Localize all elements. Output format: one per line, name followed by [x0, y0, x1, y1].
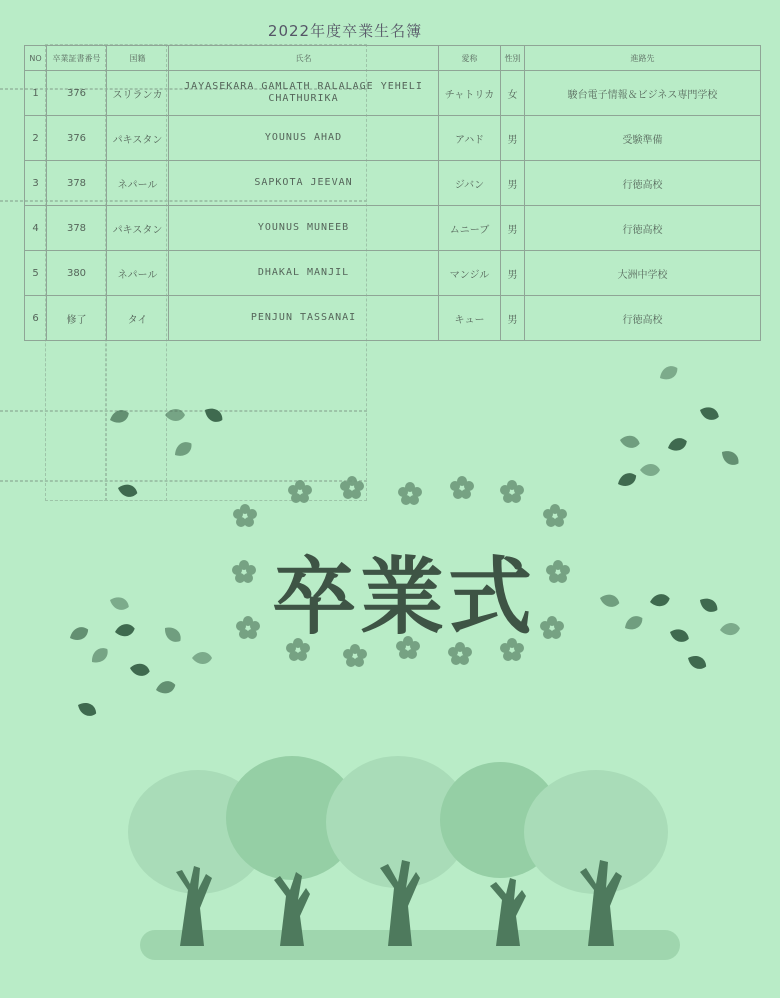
cell-destination: 行徳高校: [525, 206, 761, 251]
cell-sex: 男: [501, 161, 525, 206]
cell-destination: 駿台電子情報＆ビジネス専門学校: [525, 71, 761, 116]
cell-sex: 男: [501, 296, 525, 341]
cell-nickname: マンジル: [439, 251, 501, 296]
table-row: [25, 206, 761, 251]
header-no: NO: [25, 46, 47, 71]
cell-destination: 行徳高校: [525, 296, 761, 341]
cell-certificate-number: 修了: [47, 296, 107, 341]
table-header-row: [25, 46, 761, 71]
cell-nationality: ネパール: [107, 251, 169, 296]
cell-destination: 受験準備: [525, 116, 761, 161]
header-destination: 進路先: [525, 46, 761, 71]
cell-nickname: ジバン: [439, 161, 501, 206]
graduation-banner-text: 卒業式: [272, 548, 537, 646]
table-row: [25, 296, 761, 341]
cell-name: PENJUN TASSANAI: [169, 296, 439, 341]
cell-certificate-number: 376: [47, 71, 107, 116]
cell-name: YOUNUS AHAD: [169, 116, 439, 161]
header-nationality: 国籍: [107, 46, 169, 71]
graduate-roster-table: [24, 45, 761, 341]
cell-sex: 男: [501, 206, 525, 251]
table-row: [25, 161, 761, 206]
cell-certificate-number: 376: [47, 116, 107, 161]
cell-certificate-number: 380: [47, 251, 107, 296]
header-nickname: 愛称: [439, 46, 501, 71]
cell-nationality: パキスタン: [107, 116, 169, 161]
cell-nickname: アハド: [439, 116, 501, 161]
table-row: [25, 251, 761, 296]
cell-nationality: タイ: [107, 296, 169, 341]
cell-no: 5: [25, 251, 47, 296]
cell-sex: 女: [501, 71, 525, 116]
cell-name: DHAKAL MANJIL: [169, 251, 439, 296]
document-title: 2022年度卒業生名簿: [267, 22, 423, 40]
cell-sex: 男: [501, 251, 525, 296]
cell-name: JAYASEKARA GAMLATH RALALAGE YEHELI CHATHURIKA: [169, 71, 439, 116]
cell-name: SAPKOTA JEEVAN: [169, 161, 439, 206]
cell-nationality: ネパール: [107, 161, 169, 206]
cell-certificate-number: 378: [47, 161, 107, 206]
cell-nickname: チャトリカ: [439, 71, 501, 116]
table-row: [25, 71, 761, 116]
cell-no: 6: [25, 296, 47, 341]
header-name: 氏名: [169, 46, 439, 71]
cell-nationality: パキスタン: [107, 206, 169, 251]
header-sex: 性別: [501, 46, 525, 71]
cell-nickname: ムニーブ: [439, 206, 501, 251]
cell-destination: 行徳高校: [525, 161, 761, 206]
cell-no: 4: [25, 206, 47, 251]
cell-sex: 男: [501, 116, 525, 161]
cell-nationality: スリランカ: [107, 71, 169, 116]
header-certificate-number: 卒業証書番号: [47, 46, 107, 71]
cell-name: YOUNUS MUNEEB: [169, 206, 439, 251]
graduation-illustration: [0, 360, 780, 998]
cell-no: 1: [25, 71, 47, 116]
cell-certificate-number: 378: [47, 206, 107, 251]
cell-no: 3: [25, 161, 47, 206]
cell-no: 2: [25, 116, 47, 161]
cell-destination: 大洲中学校: [525, 251, 761, 296]
cell-nickname: キュー: [439, 296, 501, 341]
table-row: [25, 116, 761, 161]
